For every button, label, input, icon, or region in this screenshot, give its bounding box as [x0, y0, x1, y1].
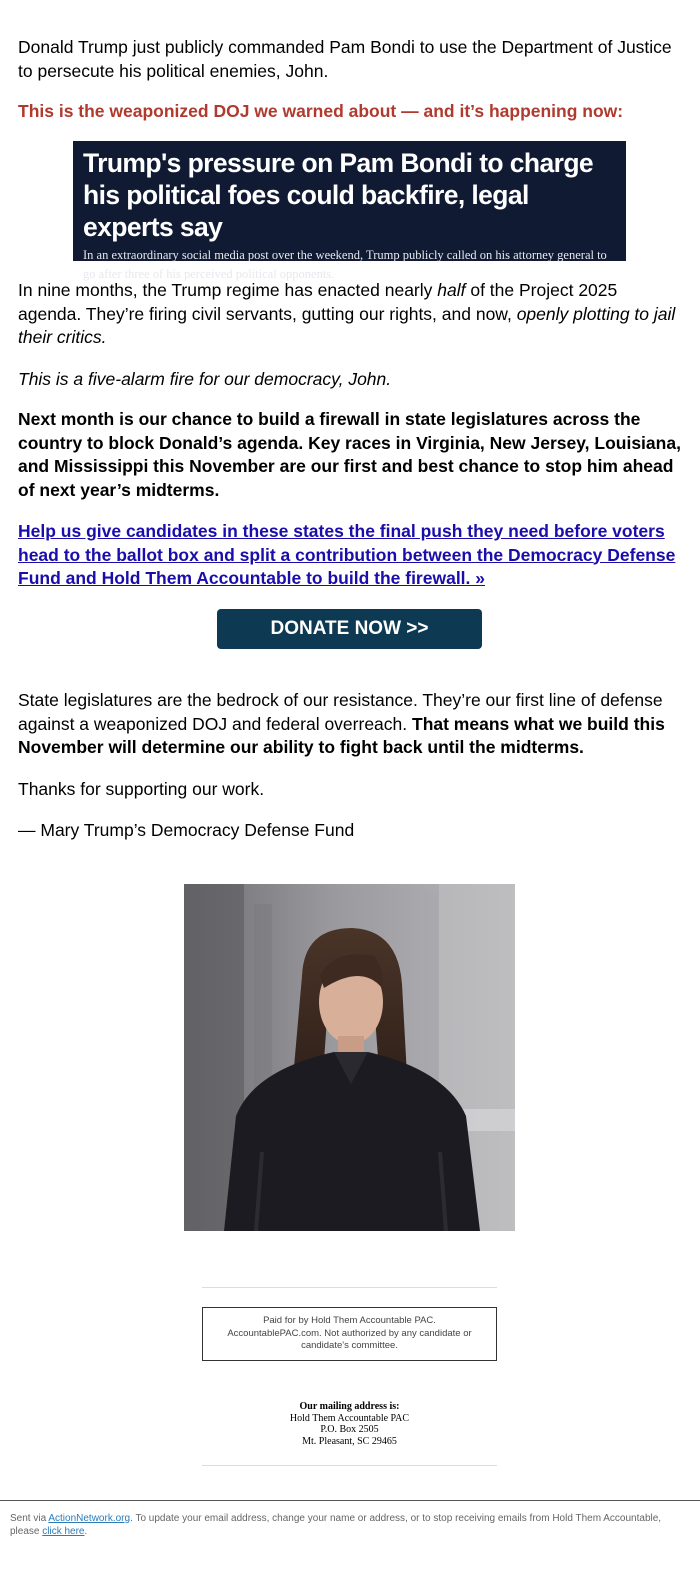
contribution-link[interactable]: Help us give candidates in these states the final push they need before voters head to the ballot box and split a contribution between the Democracy Defense Fund and Hold Them Accountable to build the firewall. »: [18, 521, 676, 588]
mailing-line-2: P.O. Box 2505: [320, 1424, 379, 1435]
footer-suffix: .: [84, 1526, 88, 1537]
donate-now-button[interactable]: DONATE NOW >>: [217, 609, 482, 649]
state-legislatures-paragraph: [18, 689, 682, 760]
firewall-paragraph: Next month is our chance to build a firewall in state legislatures across the country to block Donald’s agenda. Key races in Virginia, New Jersey, Louisiana, and Mississippi this November are our first and best chance to stop him ahead of next year’s midterms.: [18, 409, 681, 500]
p2-text-c: of the Project 2025 agenda. They’re firing civil servants, gutting our rights, and now,: [18, 280, 618, 324]
divider-top: [202, 1287, 497, 1288]
project-2025-paragraph: [18, 279, 682, 350]
mailing-address: [202, 1401, 497, 1447]
news-headline-image: [73, 141, 626, 281]
paid-for-disclaimer: Paid for by Hold Them Accountable PAC. AccountablePAC.com. Not authorized by any candidate or candidate's committee.: [202, 1307, 497, 1361]
mailing-title: Our mailing address is:: [299, 1401, 400, 1412]
p2-text-a: In nine months, the Trump regime has enacted nearly: [18, 280, 438, 300]
divider-bottom: [202, 1465, 497, 1466]
actionnetwork-link[interactable]: ActionNetwork.org: [48, 1513, 131, 1524]
p6-text-a: State legislatures are the bedrock of our resistance. They’re our first line of defense against a weaponized DOJ and federal overreach.: [18, 690, 663, 734]
mailing-line-1: Hold Them Accountable PAC: [289, 1412, 410, 1424]
footer-prefix: Sent via: [10, 1513, 49, 1524]
footer-middle: . To update your email address, change your name or address, or to stop receiving emails from Hold Them Accountable, please: [10, 1513, 662, 1537]
news-headline: Trump's pressure on Pam Bondi to charge his political foes could backfire, legal experts say: [83, 148, 594, 242]
p2-emphasis-critics: openly plotting to jail their critics.: [18, 303, 676, 347]
footer: [0, 1500, 700, 1571]
portrait-photo: [184, 884, 515, 1231]
unsubscribe-link[interactable]: click here: [42, 1526, 85, 1537]
p6-bold-text: That means what we build this November will determine our ability to fight back until the midterms.: [18, 713, 665, 757]
five-alarm-paragraph: This is a five-alarm fire for our democracy, John.: [18, 369, 392, 389]
signature: — Mary Trump’s Democracy Defense Fund: [18, 820, 355, 840]
contribution-paragraph: [18, 520, 682, 591]
thanks-paragraph: Thanks for supporting our work.: [18, 779, 265, 799]
red-headline: This is the weaponized DOJ we warned about — and it’s happening now:: [18, 101, 624, 121]
mailing-line-3: Mt. Pleasant, SC 29465: [302, 1435, 397, 1447]
intro-paragraph: Donald Trump just publicly commanded Pam Bondi to use the Department of Justice to persecute his political enemies, John.: [18, 37, 672, 81]
news-subtext: In an extraordinary social media post over the weekend, Trump publicly called on his attorney general to go after three of his perceived political opponents.: [83, 248, 607, 281]
p2-emphasis-half: half: [437, 280, 466, 300]
